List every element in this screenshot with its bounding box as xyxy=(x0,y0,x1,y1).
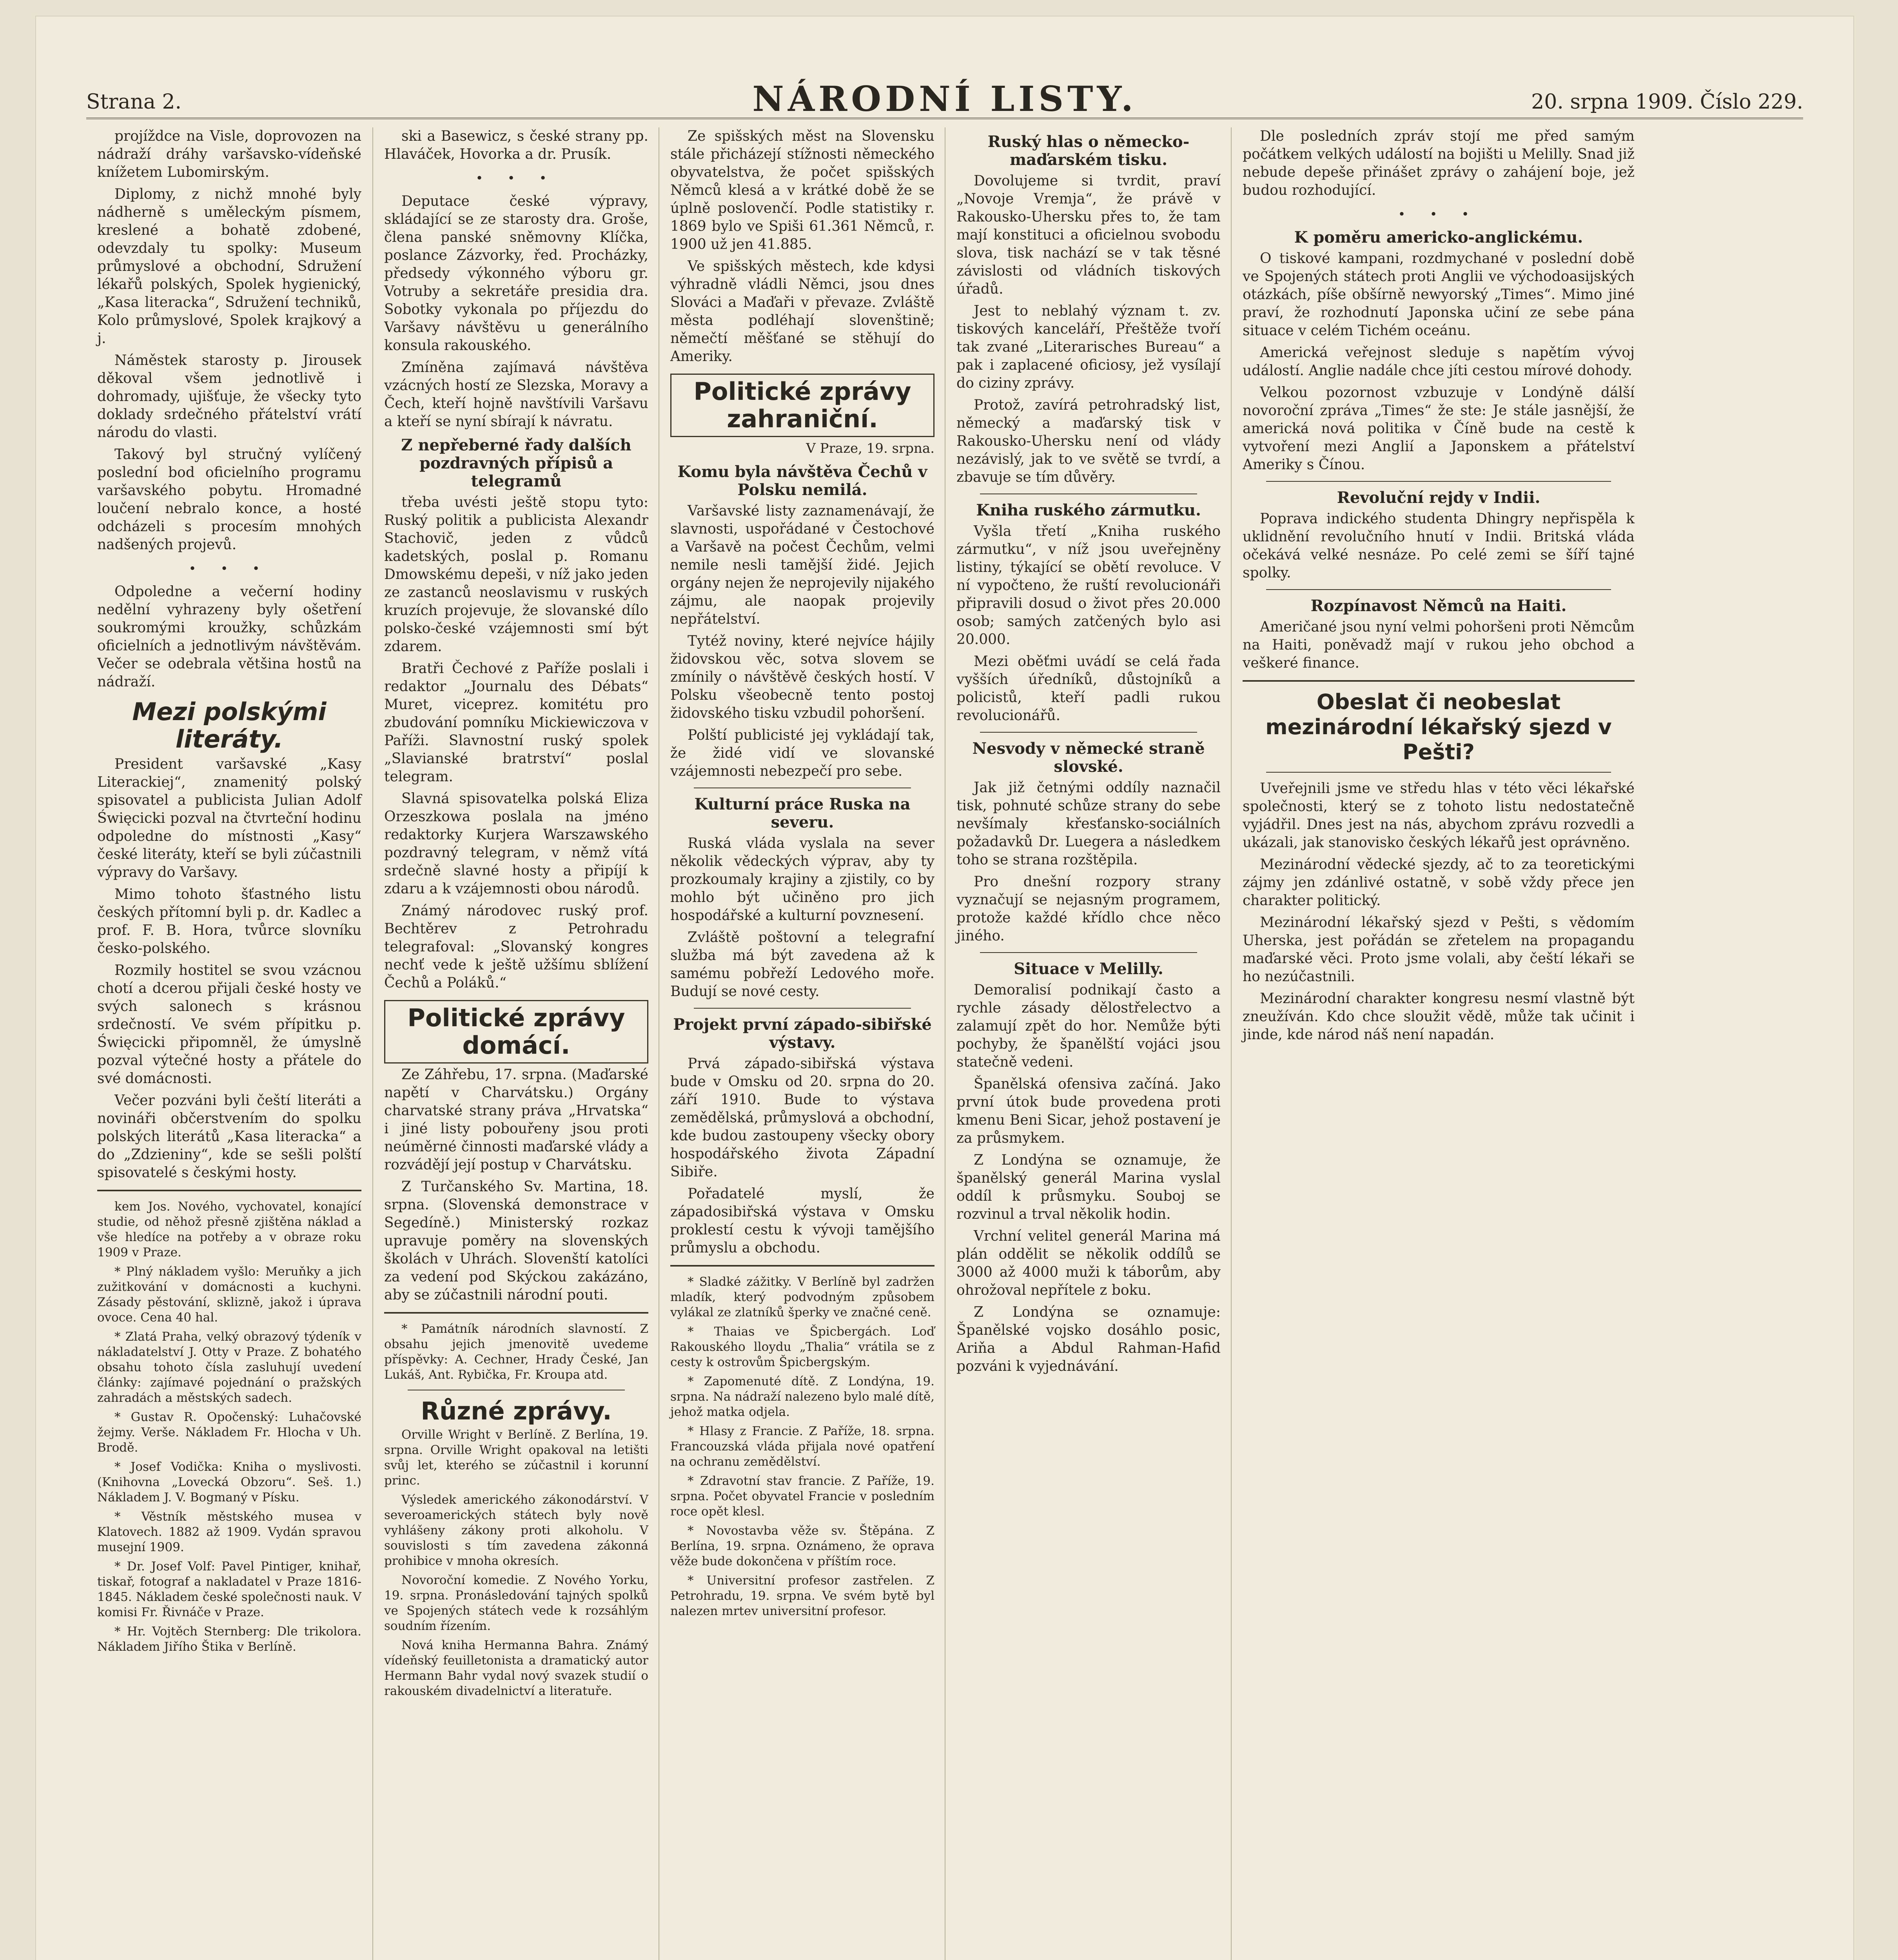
paragraph: Pro dnešní rozpory strany vyznačují se nejasným programem, protože každé křídlo chce něco jiného. xyxy=(956,874,1221,944)
divider xyxy=(980,952,1197,953)
paragraph: Z Londýna se oznamuje: Španělské vojsko dosáhlo posic, Ariňa a Abdul Rahman-Hafid pozváni k vyjednávání. xyxy=(956,1304,1221,1374)
subheading: Rozpínavost Němců na Haiti. xyxy=(1310,597,1567,615)
paragraph: Prvá západo-sibiřská výstava bude v Omsku od 20. srpna do 20. září 1910. Bude to výstava zemědělská, průmyslová a obchodní, kde budou zastoupeny všecky obory hospodářského života Západní Sibiře. xyxy=(670,1056,934,1180)
subheading: Revoluční rejdy v Indii. xyxy=(1337,488,1541,507)
article-columns xyxy=(86,127,1803,1960)
section-separator: • • • xyxy=(189,561,270,576)
notice: * Hr. Vojtěch Sternberg: Dle trikolora. Nákladem Jiřího Štika v Berlíně. xyxy=(97,1624,361,1654)
notice: * Universitní profesor zastřelen. Z Petrohradu, 19. srpna. Ve svém bytě byl nalezen mrtev universitní profesor. xyxy=(670,1573,934,1618)
paragraph: Vrchní velitel generál Marina má plán oddělit se několik oddílů se 3000 až 4000 muži k táborům, aby ohrožoval nepřítele z boku. xyxy=(956,1228,1221,1298)
masthead: NÁRODNÍ LISTY. xyxy=(752,78,1137,119)
paragraph: Diplomy, z nichž mnohé byly nádherně s uměleckým písmem, kreslené a bohatě zdobené, odevzdaly tu spolky: Museum průmyslové a obchodní, Sdružení lékařů polských, Spolek hygienický, „Kasa literacka“, Sdružení techniků, Kolo průmyslové, Spolek krajkový a j. xyxy=(97,186,361,347)
section-heading: Obeslat či neobeslat mezinárodní lékařský sjezd v Pešti? xyxy=(1265,690,1612,764)
paragraph: Tytéž noviny, které nejvíce hájily židovskou věc, sotva slovem se zmínily o návštěvě českých hostí. V Polsku všeobecně tento postoj židovského tisku vzbudil pohoršení. xyxy=(670,633,934,721)
page-header xyxy=(86,74,1803,119)
paragraph: Mezi oběťmi uvádí se celá řada vyšších úředníků, důstojníků a policistů, kteří padli rukou revolucionářů. xyxy=(956,653,1221,724)
column-4 xyxy=(945,127,1232,1960)
notice: Novoroční komedie. Z Nového Yorku, 19. srpna. Pronásledování tajných spolků ve Spojených státech vede k rozsáhlým soudním řízením. xyxy=(384,1573,648,1633)
notice: * Věstník městského musea v Klatovech. 1882 až 1909. Vydán spravou musejní 1909. xyxy=(97,1510,361,1554)
divider xyxy=(1266,481,1611,482)
paragraph: O tiskové kampani, rozdmychané v poslední době ve Spojených státech proti Anglii ve východoasijských otázkách, píše obšírně newyorský „Times“. Mimo jiné praví, že rozhodnutí Japonska učiní ze sebe pána situace v celém Tichém oceánu. xyxy=(1243,250,1635,339)
notice: * Zapomenuté dítě. Z Londýna, 19. srpna. Na nádraží nalezeno bylo malé dítě, jehož matka odjela. xyxy=(670,1374,934,1419)
column-2 xyxy=(372,127,659,1960)
paragraph: Vyšla třetí „Kniha ruského zármutku“, v níž jsou uveřejněny listiny, týkající se obětí revoluce. V ní vypočteno, že ruští revolucionáři připravili dosud o život přes 20.000 osob; samých zatčených bylo asi 20.000. xyxy=(956,523,1221,648)
paragraph: třeba uvésti ještě stopu tyto: Ruský politik a publicista Alexandr Stachovič, jeden z vůdců kadetských, poslal p. Romanu Dmowskému depeši, v níž jako jeden ze zastanců neoslavismu v ruských kruzích projevuje, že slovanské dílo polsko-české vzájemnosti smí být zdarem. xyxy=(384,494,648,655)
notice: Výsledek amerického zákonodárství. V severoamerických státech byly nově vyhlášeny zákony proti alkoholu. V souvislosti s tím zavedena zákonná prohibice v mnoha okresích. xyxy=(384,1493,648,1568)
notice: * Novostavba věže sv. Štěpána. Z Berlína, 19. srpna. Oznámeno, že oprava věže bude dokončena v příštím roce. xyxy=(670,1524,934,1568)
subheading: K poměru americko-anglickému. xyxy=(1294,228,1583,247)
paragraph: Takový byl stručný vylíčený poslední bod oficielního programu varšavského pobytu. Hromadné loučení nebralo konce, a hosté odcházeli s procesím mnohých nadšených projevů. xyxy=(97,446,361,553)
paragraph: Z Londýna se oznamuje, že španělský generál Marina vyslal oddíl k průsmyku. Souboj se rozvinul a trval několik hodin. xyxy=(956,1152,1221,1222)
paragraph: Zvláště poštovní a telegrafní služba má být zavedena až k samému pobřeží Ledového moře. Budují se nové cesty. xyxy=(670,929,934,1000)
paragraph: Jak již četnými oddíly naznačil tisk, pohnuté schůze strany do sebe nevšímaly křesťansko-sociálních požadavků Dr. Luegera a následkem toho se strana rozštěpila. xyxy=(956,780,1221,868)
notice: * Gustav R. Opočenský: Luhačovské žejmy. Verše. Nákladem Fr. Hlocha v Uh. Brodě. xyxy=(97,1410,361,1455)
paragraph: Španělská ofensiva začíná. Jako první útok bude provedena proti kmenu Beni Sicar, jehož postavení je za průsmykem. xyxy=(956,1076,1221,1146)
subheading: Kniha ruského zármutku. xyxy=(976,501,1201,519)
notice: * Zdravotní stav francie. Z Paříže, 19. srpna. Počet obyvatel Francie v posledním roce opět klesl. xyxy=(670,1474,934,1519)
section-separator: • • • xyxy=(475,171,557,185)
column-1 xyxy=(86,127,372,1960)
paragraph: Mezinárodní lékařský sjezd v Pešti, s vědomím Uherska, jest pořádán se zřetelem na propagandu maďarské věci. Proto jsme volali, aby čeští lékaři se ho nezúčastnili. xyxy=(1243,915,1635,985)
paragraph: Rozmily hostitel se svou vzácnou chotí a dcerou přijali české hosty ve svých salonech s krásnou srdečností. Ve svém přípitku p. Święcicki připomněl, že úmyslně pozval výtečné hosty a přátele do své domácnosti. xyxy=(97,962,361,1087)
paragraph: Z Turčanského Sv. Martina, 18. srpna. (Slovenská demonstrace v Segedíně.) Ministerský rozkaz upravuje poměry na slovenských školách v Uhrách. Slovenští katolíci za vedení pod Skýckou zakázáno, aby se zúčastnili národní pouti. xyxy=(384,1179,648,1303)
paragraph: Známý národovec ruský prof. Bechtěrev z Petrohradu telegrafoval: „Slovanský kongres nechť vede k ještě užšímu sblížení Čechů a Poláků.“ xyxy=(384,903,648,991)
notice: kem Jos. Nového, vychovatel, konající studie, od něhož přesně zjištěna náklad a vše hledíce na potřeby a v obraze roku 1909 v Praze. xyxy=(97,1200,361,1259)
paragraph: Odpoledne a večerní hodiny nedělní vyhrazeny byly ošetření soukromými kroužky, schůzkám oficielních a jednotlivým návštěvám. Večer se odebrala většina hostů na nádraží. xyxy=(97,584,361,690)
date-issue: 20. srpna 1909. Číslo 229. xyxy=(1531,90,1803,114)
paragraph: Zmíněna zajímavá návštěva vzácných hostí ze Slezska, Moravy a Čech, kteří hojně navštívili Varšavu a kteří se nyní sbírají k návratu. xyxy=(384,359,648,430)
divider xyxy=(1243,680,1635,682)
subheading: Projekt první západo-sibiřské výstavy. xyxy=(673,1015,932,1052)
notice: * Plný nákladem vyšlo: Meruňky a jich zužitkování v domácnosti a kuchyni. Zásady pěstování, sklizně, jakož i úprava ovoce. Cena 40 hal. xyxy=(97,1265,361,1325)
paragraph: Ze spišských měst na Slovensku stále přicházejí stížnosti německého obyvatelstva, že počet spišských Němců klesá a v krátké době že se úplně poslovenčí. Podle statistiky r. 1869 bylo ve Spiši 61.361 Němců, r. 1900 už jen 41.885. xyxy=(670,128,934,252)
notice: * Hlasy z Francie. Z Paříže, 18. srpna. Francouzská vláda přijala nové opatření na ochranu zemědělství. xyxy=(670,1424,934,1469)
notice: * Josef Vodička: Kniha o myslivosti. (Knihovna „Lovecká Obzoru“. Seš. 1.) Nákladem J. V. Bogmaný v Písku. xyxy=(97,1460,361,1504)
paragraph: Mezinárodní vědecké sjezdy, ač to za teoretickými zájmy jen zdánlivé ostatně, v sobě vždy přece jen charakter politický. xyxy=(1243,857,1635,909)
subheading: Komu byla návštěva Čechů v Polsku nemilá. xyxy=(677,463,927,499)
paragraph: Deputace české výpravy, skládající se ze starosty dra. Groše, člena panské sněmovny Klíčka, poslance Zázvorky, řed. Procházky, předsedy výkonného výboru gr. Votruby a sekretáře presidia dra. Sobotky vykonala po příjezdu do Varšavy návštěvu u generálního konsula rakouského. xyxy=(384,193,648,354)
paragraph: Bratři Čechové z Paříže poslali i redaktor „Journalu des Débats“ Muret, viceprez. komitétu pro zbudování pomníku Mickiewiczova v Paříži. Slavnostní ruský spolek „Slavianské bratrství“ poslal telegram. xyxy=(384,661,648,785)
paragraph: Poprava indického studenta Dhingry nepřispěla k uklidnění revolučního hnutí v Indii. Britská vláda očekává velké nesnáze. Po celé zemi se šíří tajné spolky. xyxy=(1243,511,1635,581)
paragraph: Ruská vláda vyslala na sever několik vědeckých výprav, aby ty prozkoumaly krajiny a zjistily, co by mohlo být učiněno pro jich hospodářské a kulturní povznesení. xyxy=(670,835,934,924)
paragraph: President varšavské „Kasy Literackiej“, znamenitý polský spisovatel a publicista Julian Adolf Święcicki pozval na čtvrteční hodinu odpoledne do místnosti „Kasy“ české literáty, kteří se byli zúčastnili výpravy do Varšavy. xyxy=(97,756,361,880)
paragraph: Náměstek starosty p. Jirousek děkoval všem jednotlivě i dohromady, ujišťuje, že všecky tyto doklady srdečného přátelství vrátí národu do vlasti. xyxy=(97,352,361,441)
divider xyxy=(384,1312,648,1314)
paragraph: Dle posledních zpráv stojí me před samým počátkem velkých událostí na bojišti u Melilly. Snad již nebude depeše přinášet zprávy o zahájení boje, jež budou rozhodující. xyxy=(1243,128,1635,198)
dateline: V Praze, 19. srpna. xyxy=(806,441,934,456)
subheading: Ruský hlas o německo-maďarském tisku. xyxy=(987,132,1190,169)
paragraph: Dovolujeme si tvrdit, praví „Novoje Vremja“, že právě v Rakousko-Uhersku přes to, že tam mají konstituci a oficielnou svobodu slova, tisk nachází se v tak těsné závislosti od vládních tiskových úřadů. xyxy=(956,173,1221,297)
section-heading: Politické zprávy domácí. xyxy=(384,1000,648,1063)
notice: Nová kniha Hermanna Bahra. Známý vídeňský feuilletonista a dramatický autor Hermann Bahr vydal nový svazek studií o rakouském divadelnictví a literatuře. xyxy=(384,1638,648,1698)
paragraph: Uveřejnili jsme ve středu hlas v této věci lékařské společnosti, který se z tohoto listu nedostatečně vyjádřil. Dnes jest na nás, abychom zprávu rozvedli a ukázali, jak stanovisko českých lékařů jest oprávněno. xyxy=(1243,780,1635,851)
section-separator: • • • xyxy=(1398,207,1479,221)
divider xyxy=(97,1190,361,1191)
paragraph: Večer pozváni byli čeští literáti a novináři občerstvením do spolku polských literátů „Kasa literacka“ a do „Zdzieniny“, kde se sešli polští spisovatelé s českými hosty. xyxy=(97,1093,361,1181)
paragraph: Ze Záhřebu, 17. srpna. (Maďarské napětí v Charvátsku.) Orgány charvatské strany práva „Hrvatska“ i jiné listy pobouřeny jsou proti neúměrné činnosti maďarské vlády a rozvádějí její postup v Charvátsku. xyxy=(384,1067,648,1173)
paragraph: Jest to neblahý význam t. zv. tiskových kanceláří, Přeštěže tvoří tak zvané „Literarisches Bureau“ a pak i zaplacené oficiosy, jež vysílají do ciziny zprávy. xyxy=(956,303,1221,391)
paragraph: Velkou pozornost vzbuzuje v Londýně dálší novoroční zpráva „Times“ že ste: Je stále jasnější, že americká nová politika v Číně bude na cestě k vytvoření mezi Anglií a Japonskem a přátelství Ameriky s Čínou. xyxy=(1243,385,1635,473)
paragraph: Ve spišských městech, kde kdysi výhradně vládli Němci, jsou dnes Slováci a Maďaři v převaze. Zvláště města podléhají slovenštině; němečtí měšťané se stěhují do Ameriky. xyxy=(670,258,934,365)
paragraph: Američané jsou nyní velmi pohoršeni proti Němcům na Haiti, poněvadž mají v rukou jeho obchod a veškeré finance. xyxy=(1243,619,1635,671)
paragraph: ski a Basewicz, s české strany pp. Hlaváček, Hovorka a dr. Prusík. xyxy=(384,128,648,162)
notice: * Památník národních slavností. Z obsahu jejich jmenovitě uvedeme příspěvky: A. Cechner, Hrady České, Jan Lukáš, Ant. Rybička, Fr. Kroupa atd. xyxy=(384,1322,648,1382)
paragraph: Mimo tohoto šťastného listu českých přítomní byli p. dr. Kadlec a prof. F. B. Hora, tvůrce slovníku česko-polského. xyxy=(97,886,361,956)
subheading: Nesvody v německé straně slovské. xyxy=(972,739,1205,776)
divider xyxy=(1266,772,1611,773)
paragraph: Varšavské listy zaznamenávají, že slavnosti, uspořádané v Čestochové a Varšavě na počest Čechům, velmi nemile nesli tamější židé. Jejich orgány nejen že neprojevily nijakého zájmu, ale naopak projevily nepřátelství. xyxy=(670,503,934,627)
notice: * Sladké zážitky. V Berlíně byl zadržen mladík, který podvodným způsobem vylákal ze zlatníků šperky ve značné ceně. xyxy=(670,1275,934,1319)
section-heading: Mezi polskými literáty. xyxy=(132,697,327,753)
newspaper-page xyxy=(35,16,1854,1960)
paragraph: Americká veřejnost sleduje s napětím vývoj událostí. Anglie nadále chce jíti cestou mírové dohody. xyxy=(1243,345,1635,379)
page-number: Strana 2. xyxy=(86,90,182,114)
notice: * Thaias ve Špicbergách. Loď Rakouského lloydu „Thalia“ vrátila se z cesty k ostrovům Špicbergským. xyxy=(670,1325,934,1369)
subheading: Z nepřeberné řady dalších pozdravných přípisů a telegramů xyxy=(401,436,631,490)
subheading: Kulturní práce Ruska na severu. xyxy=(694,795,911,831)
notice: * Dr. Josef Volf: Pavel Pintiger, knihař, tiskař, fotograf a nakladatel v Praze 1816-1845. Nákladem české společnosti nauk. V komisi Fr. Řivnáče v Praze. xyxy=(97,1559,361,1619)
paragraph: Mezinárodní charakter kongresu nesmí vlastně být zneužíván. Kdo chce sloužit vědě, může tak učinit i jinde, kde národ náš není napadán. xyxy=(1243,991,1635,1043)
divider xyxy=(980,732,1197,733)
section-heading: Různé zprávy. xyxy=(421,1397,612,1425)
divider xyxy=(1266,589,1611,590)
paragraph: projíždce na Visle, doprovozen na nádraží dráhy varšavsko-vídeňské knížetem Lubomirským. xyxy=(97,128,361,180)
column-3 xyxy=(659,127,945,1960)
divider xyxy=(694,1008,911,1009)
paragraph: Pořadatelé myslí, že západosibiřská výstava v Omsku proklestí cestu k vývoji tamějšího průmyslu a obchodu. xyxy=(670,1186,934,1256)
paragraph: Protož, zavírá petrohradský list, německý a maďarský tisk v Rakousko-Uhersku není od vlády nezávislý, jak to ve světě se tvrdí, a zbavuje se tím důvěry. xyxy=(956,397,1221,485)
section-heading: Politické zprávy zahraniční. xyxy=(670,374,934,437)
paragraph: Slavná spisovatelka polská Eliza Orzeszkowa poslala na jméno redaktorky Kurjera Warszawského pozdravný telegram, v němž vítá srdečně slavné hosty a připíjí k zdaru a k vzájemnosti obou národů. xyxy=(384,791,648,897)
notice: * Zlatá Praha, velký obrazový týdeník v nákladatelství J. Otty v Praze. Z bohatého obsahu tohoto čísla zasluhují uvedení články: zajímavé pojednání o pražských zahradách a městských sadech. xyxy=(97,1330,361,1405)
notice: Orville Wright v Berlíně. Z Berlína, 19. srpna. Orville Wright opakoval na letišti svůj let, kterého se zúčastnil i korunní princ. xyxy=(384,1428,648,1488)
divider xyxy=(670,1265,934,1267)
paragraph: Demoralisí podnikají často a rychle zásady dělostřelectvo a zalamují zpět do hor. Nemůže býti pochyby, že španělští vojáci jsou statečně vedeni. xyxy=(956,982,1221,1070)
column-5 xyxy=(1231,127,1854,1960)
paragraph: Polští publicisté jej vykládají tak, že židé vidí ve slovanské vzájemnosti nebezpečí pro sebe. xyxy=(670,727,934,779)
subheading: Situace v Melilly. xyxy=(1014,960,1163,978)
